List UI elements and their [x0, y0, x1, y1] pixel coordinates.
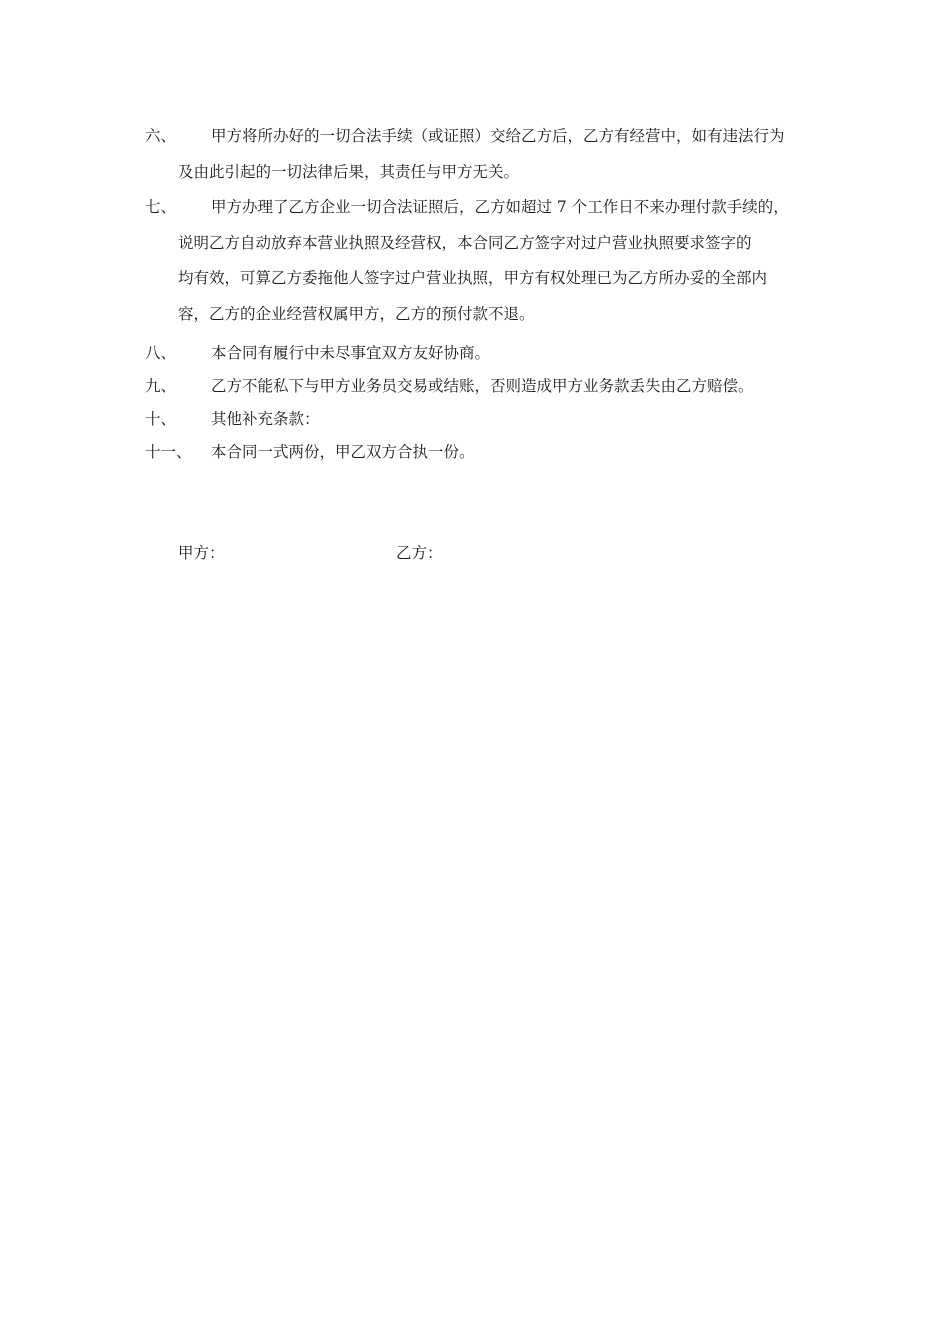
clause-number: 八、 — [145, 344, 177, 362]
clause-number: 十一、 — [145, 443, 192, 461]
clause-line: 本合同有履行中未尽事宜双方友好协商。 — [211, 344, 491, 362]
clause-7 — [145, 190, 825, 332]
clause-line: 容，乙方的企业经营权属甲方，乙方的预付款不退。 — [178, 304, 535, 323]
clause-line: 均有效，可算乙方委拖他人签字过户营业执照，甲方有权处理已为乙方所办妥的全部内 — [178, 269, 768, 287]
party-a-signature-label: 甲方： — [178, 544, 225, 562]
clause-number: 九、 — [145, 377, 177, 395]
clause-6 — [145, 119, 825, 190]
clause-9 — [145, 369, 825, 405]
clause-line: 甲方将所办好的一切合法手续（或证照）交给乙方后，乙方有经营中，如有违法行为 — [211, 127, 785, 145]
clause-10 — [145, 402, 825, 438]
clause-number: 十、 — [145, 410, 177, 428]
clause-line: 本合同一式两份，甲乙双方合执一份。 — [211, 443, 475, 461]
party-b-signature-label: 乙方： — [396, 544, 443, 562]
clause-line: 乙方不能私下与甲方业务员交易或结账，否则造成甲方业务款丢失由乙方赔偿。 — [211, 377, 754, 395]
clause-number: 七、 — [145, 198, 177, 216]
clause-line: 说明乙方自动放弃本营业执照及经营权，本合同乙方签字对过户营业执照要求签字的 — [178, 233, 752, 252]
clause-8 — [145, 336, 825, 372]
clause-11 — [145, 435, 825, 471]
clause-number: 六、 — [145, 127, 177, 145]
clause-line: 及由此引起的一切法律后果，其责任与甲方无关。 — [178, 162, 520, 181]
clause-line: 其他补充条款： — [211, 410, 320, 428]
clause-line: 甲方办理了乙方企业一切合法证照后，乙方如超过 7 个工作日不来办理付款手续的， — [211, 198, 789, 216]
